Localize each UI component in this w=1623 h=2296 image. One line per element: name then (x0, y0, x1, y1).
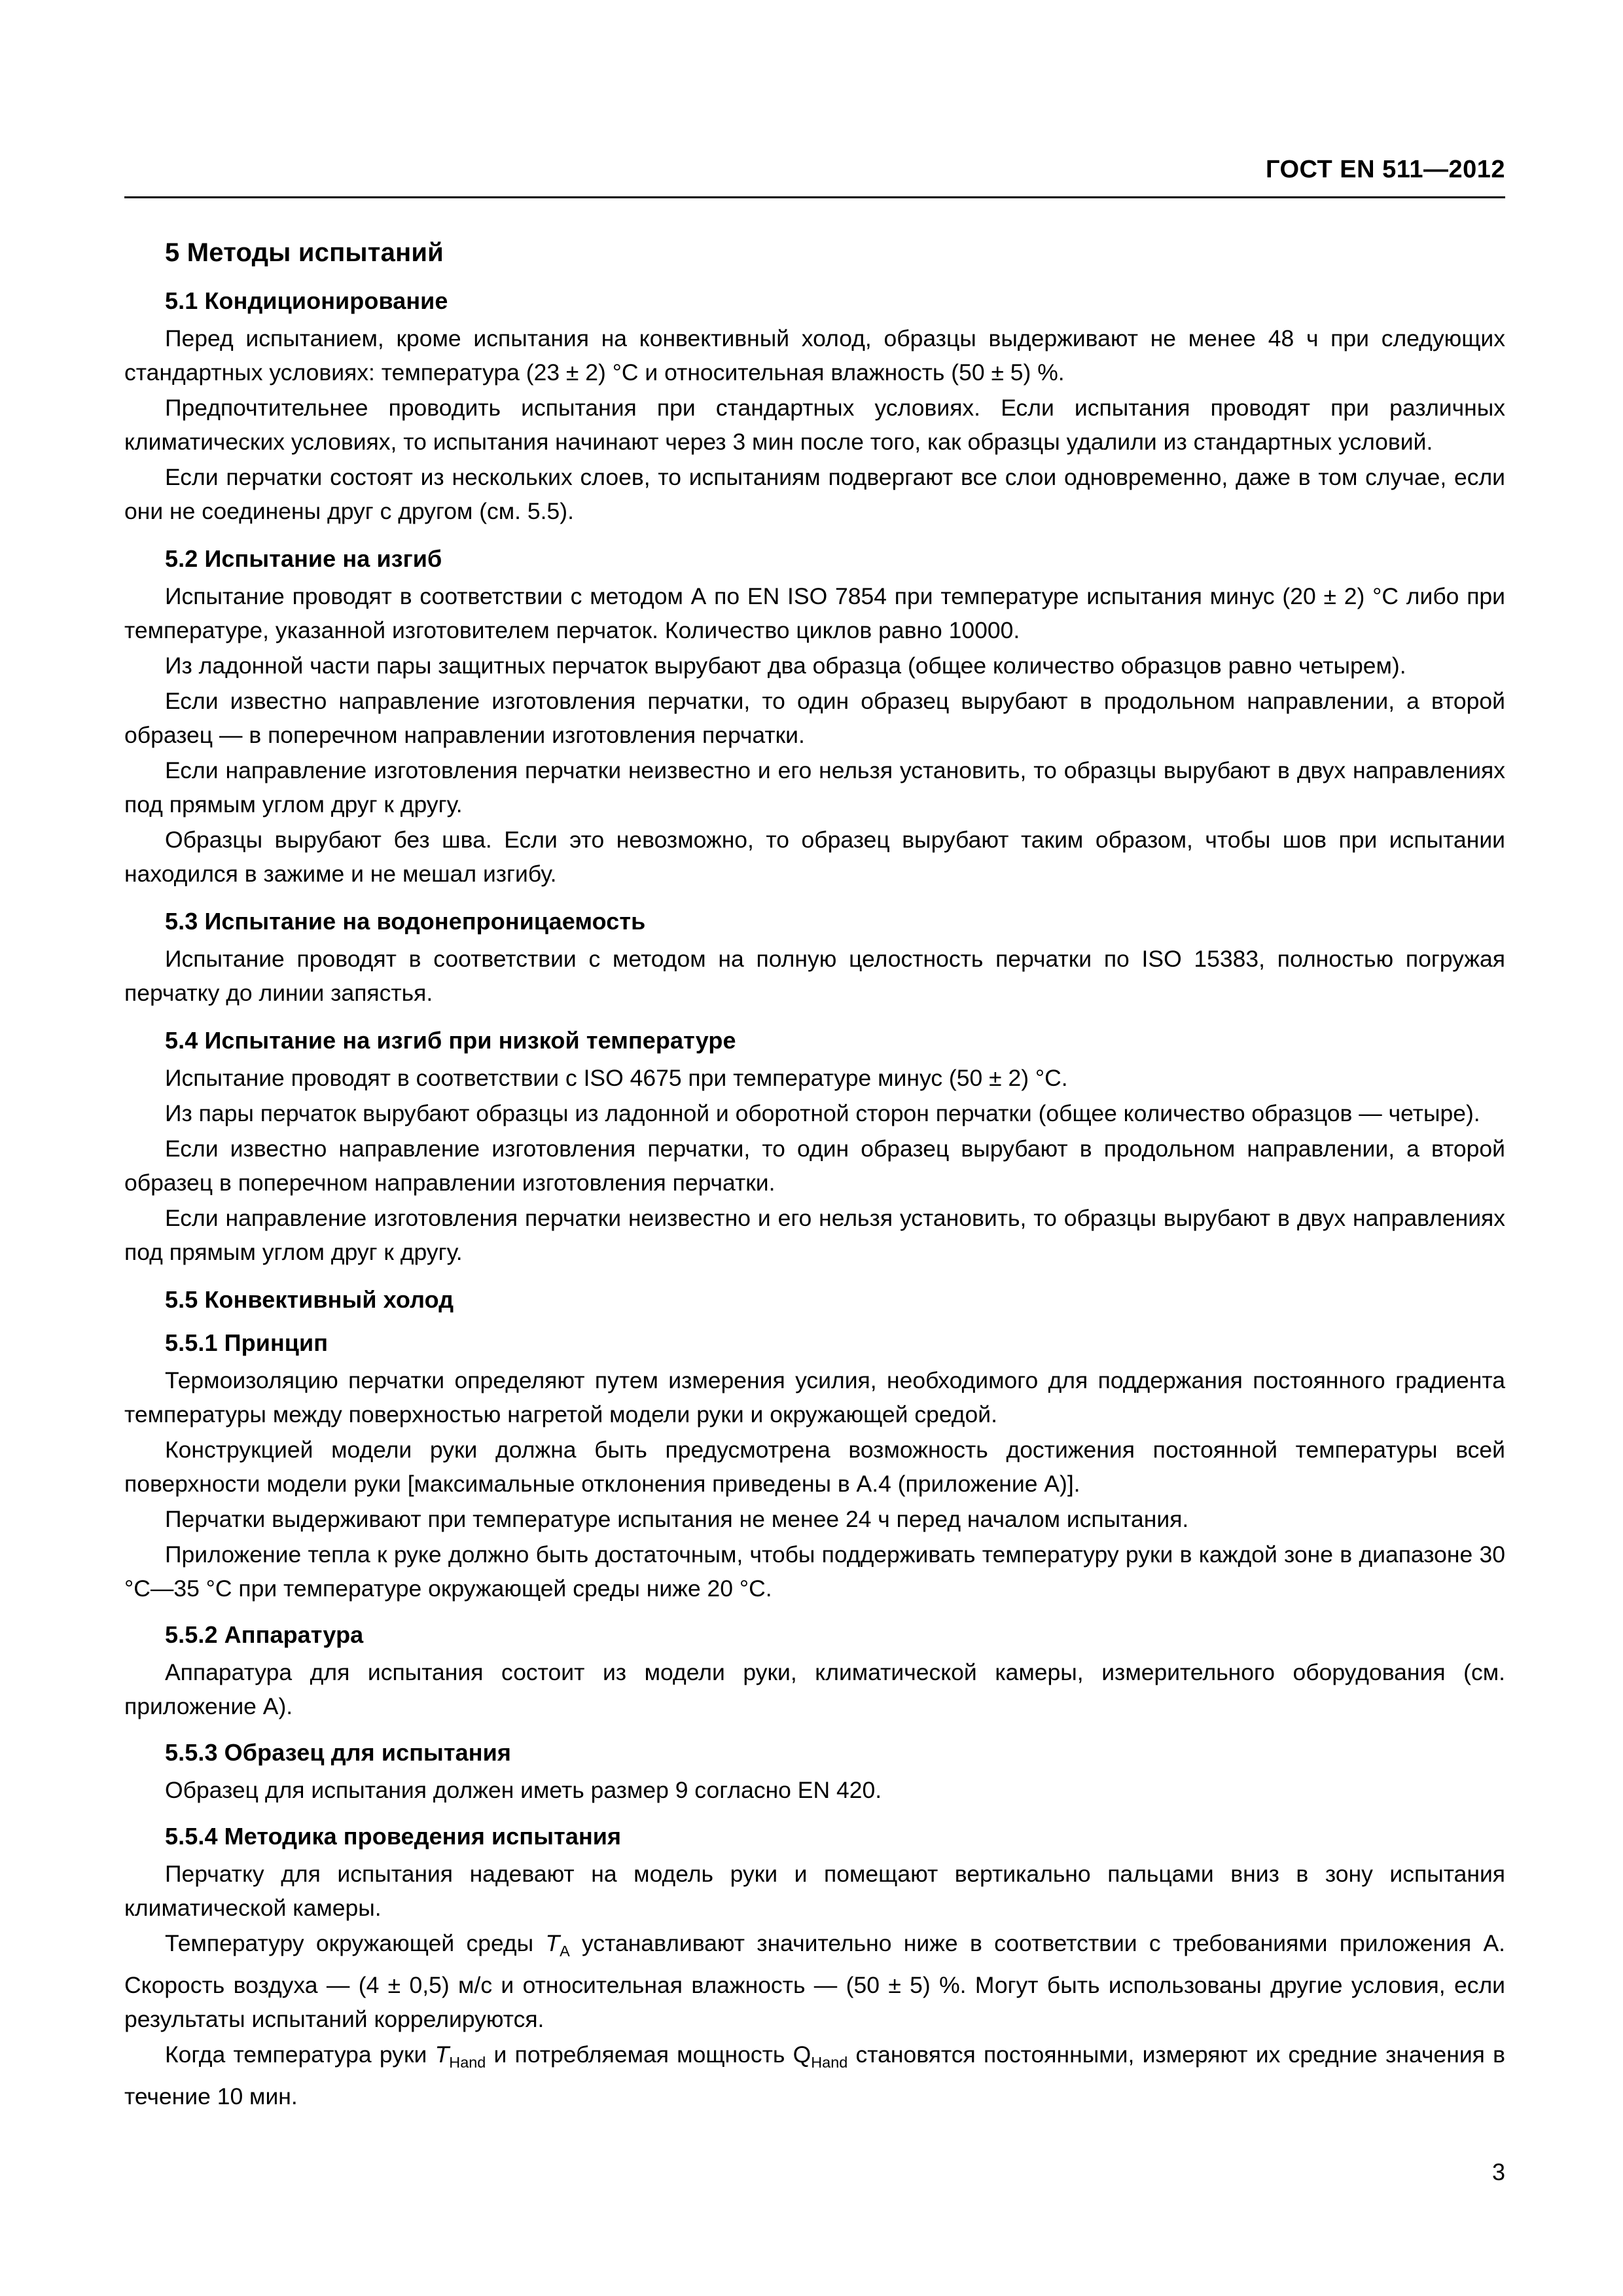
paragraph: Если известно направление изготовления перчатки, то один образец вырубают в продольном направлении, а второй образец в поперечном направлении изготовления перчатки. (124, 1136, 1505, 1196)
text-run: Температуру окружающей среды (165, 1930, 546, 1956)
paragraph: Испытание проводят в соответствии с методом на полную целостность перчатки по ISO 15383, полностью погружая перчатку до линии запястья. (124, 946, 1505, 1006)
paragraph: Предпочтительнее проводить испытания при стандартных условиях. Если испытания проводят при различных климатических условиях, то испытания начинают через 3 мин после того, как образцы удалили из стандартных условий. (124, 395, 1505, 455)
symbol-subscript: Hand (449, 2054, 486, 2072)
text-run: Когда температура руки (165, 2041, 435, 2068)
section-5-5-title: 5.5 Конвективный холод (165, 1286, 454, 1313)
paragraph: Из ладонной части пары защитных перчаток вырубают два образца (общее количество образцов равно четырем). (165, 653, 1406, 679)
paragraph: Образец для испытания должен иметь размер 9 согласно EN 420. (165, 1777, 882, 1803)
symbol-temperature-hand: T (435, 2041, 450, 2068)
section-5-2-title: 5.2 Испытание на изгиб (165, 545, 442, 572)
section-5-5-3-title: 5.5.3 Образец для испытания (165, 1739, 511, 1766)
section-5-1-title: 5.1 Кондиционирование (165, 287, 448, 314)
paragraph: Образцы вырубают без шва. Если это невозможно, то образец вырубают таким образом, чтобы шов при испытании находился в зажиме и не мешал изгибу. (124, 827, 1505, 887)
section-5-5-4-title: 5.5.4 Методика проведения испытания (165, 1823, 622, 1850)
paragraph: Если направление изготовления перчатки неизвестно и его нельзя установить, то образцы вырубают в двух направлениях под прямым углом друг к другу. (124, 1205, 1505, 1265)
section-5-3-title: 5.3 Испытание на водонепроницаемость (165, 908, 646, 935)
text-run: и потребляемая мощность Q (486, 2041, 812, 2068)
symbol-subscript: A (560, 1943, 570, 1960)
paragraph: Испытание проводят в соответствии с ISO 4675 при температуре минус (50 ± 2) °С. (165, 1065, 1068, 1091)
section-5-4-title: 5.4 Испытание на изгиб при низкой температуре (165, 1027, 736, 1054)
page-number: 3 (1491, 2159, 1505, 2185)
text-run: устанавливают значительно ниже в соответствии с требованиями приложения А. Скорость воздуха — (4 ± 0,5) м/с и относительная влажность — (50 ± 5) %. Могут быть использованы другие условия, если результаты испытаний коррелируются. (124, 1930, 1506, 2033)
paragraph: Из пары перчаток вырубают образцы из ладонной и оборотной сторон перчатки (общее количество образцов — четыре). (165, 1100, 1480, 1126)
paragraph: Приложение тепла к руке должно быть достаточным, чтобы поддерживать температуру руки в каждой зоне в диапазоне 30 °С—35 °С при температуре окружающей среды ниже 20 °С. (124, 1541, 1505, 1602)
paragraph: Перчатки выдерживают при температуре испытания не менее 24 ч перед началом испытания. (165, 1506, 1189, 1532)
section-5-title: 5 Методы испытаний (165, 238, 444, 267)
paragraph: Аппаратура для испытания состоит из модели руки, климатической камеры, измерительного оборудования (см. приложение А). (124, 1659, 1505, 1719)
paragraph: Перчатку для испытания надевают на модель руки и помещают вертикально пальцами вниз в зону испытания климатической камеры. (124, 1861, 1505, 1921)
paragraph: Перед испытанием, кроме испытания на конвективный холод, образцы выдерживают не менее 48 ч при следующих стандартных условиях: температура (23 ± 2) °С и относительная влажность (50 ± 5) %. (124, 325, 1505, 386)
paragraph: Конструкцией модели руки должна быть предусмотрена возможность достижения постоянной температуры всей поверхности модели руки [максимальные отклонения приведены в А.4 (приложение А)]. (124, 1437, 1505, 1497)
header-divider (124, 196, 1505, 198)
symbol-subscript: Hand (811, 2054, 848, 2072)
paragraph: Если перчатки состоят из нескольких слоев, то испытаниям подвергают все слои одновременно, даже в том случае, если они не соединены друг с другом (см. 5.5). (124, 464, 1505, 524)
page-header-standard-number: ГОСТ EN 511—2012 (1265, 156, 1505, 183)
paragraph: Если известно направление изготовления перчатки, то один образец вырубают в продольном направлении, а второй образец — в поперечном направлении изготовления перчатки. (124, 688, 1505, 748)
page-content (124, 223, 1505, 2115)
paragraph: Термоизоляцию перчатки определяют путем измерения усилия, необходимого для поддержания постоянного градиента температуры между поверхностью нагретой модели руки и окружающей средой. (124, 1367, 1505, 1427)
paragraph: Испытание проводят в соответствии с методом А по EN ISO 7854 при температуре испытания минус (20 ± 2) °С либо при температуре, указанной изготовителем перчаток. Количество циклов равно 10000. (124, 583, 1505, 643)
paragraph: Если направление изготовления перчатки неизвестно и его нельзя установить, то образцы вырубают в двух направлениях под прямым углом друг к другу. (124, 757, 1505, 817)
section-5-heading-wrap (124, 238, 1505, 268)
paragraph-with-symbols (124, 1926, 1505, 2036)
symbol-temperature-ambient: T (545, 1930, 560, 1956)
paragraph-with-symbols (124, 2037, 1505, 2113)
text-run: становятся постоянными, измеряют их средние значения в течение 10 мин. (124, 2041, 1505, 2110)
section-5-5-1-title: 5.5.1 Принцип (165, 1329, 329, 1356)
section-5-5-2-title: 5.5.2 Аппаратура (165, 1621, 364, 1648)
